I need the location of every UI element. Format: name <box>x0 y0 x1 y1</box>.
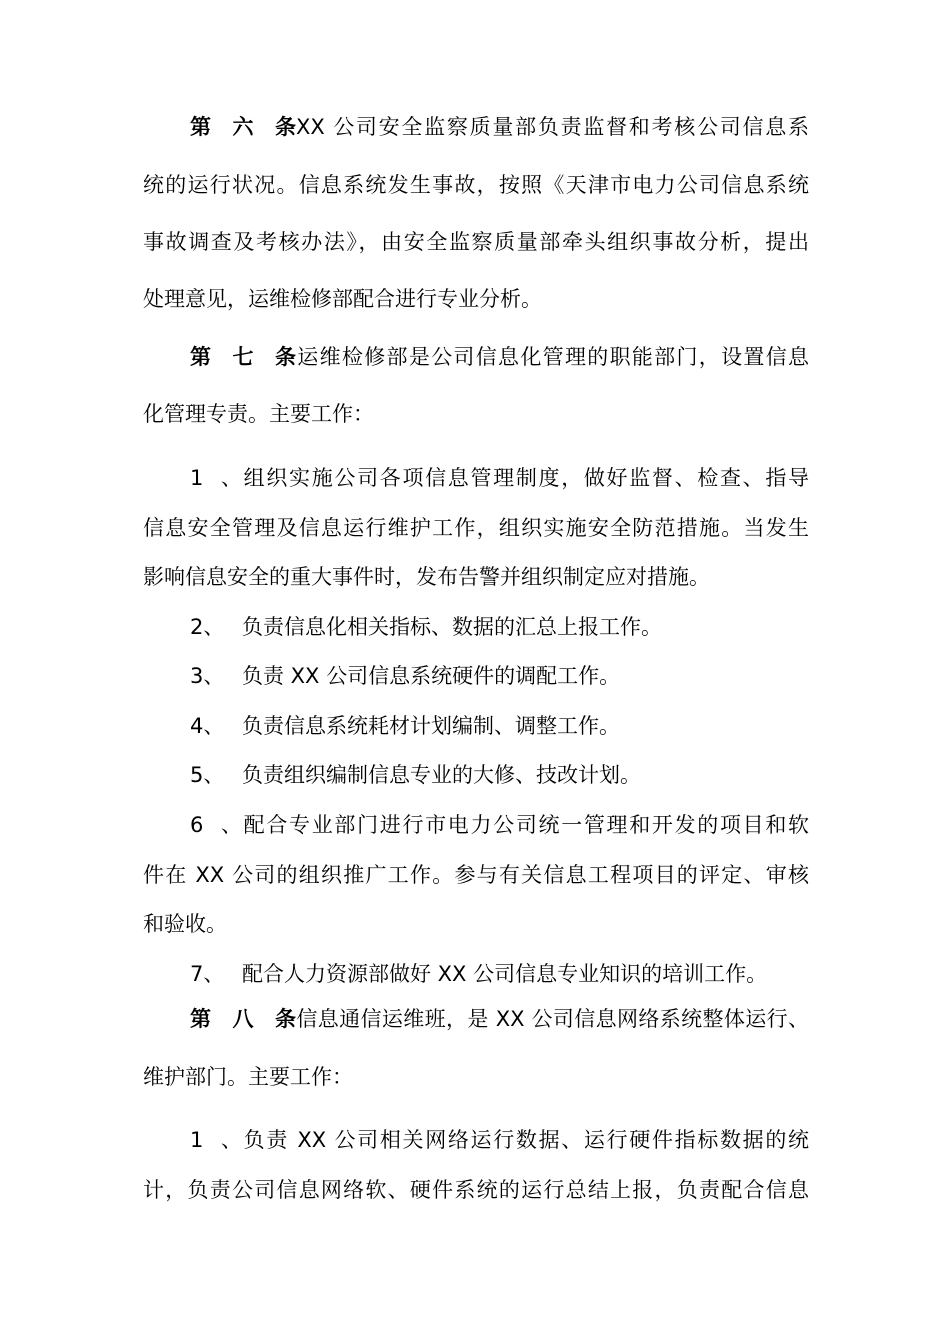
paragraph-text: XX 公司安全监察质量部负责监督和考核公司信息系 <box>296 115 809 139</box>
article-label: 第八条 <box>190 1007 296 1031</box>
item-number: 2、 <box>190 615 225 639</box>
list-item <box>190 612 809 642</box>
paragraph-line: 影响信息安全的重大事件时，发布告警并组织制定应对措施。 <box>143 565 710 589</box>
item-text: 配合专业部门进行市电力公司统一管理和开发的项目和软 <box>242 813 809 837</box>
paragraph-line: 和验收。 <box>143 912 227 936</box>
item-number: 5、 <box>190 763 225 787</box>
item-text: 负责 XX 公司相关网络运行数据、运行硬件指标数据的统 <box>242 1128 809 1152</box>
paragraph-line: 计，负责公司信息网络软、硬件系统的运行总结上报，负责配合信息 <box>143 1178 809 1202</box>
paragraph-text: 信息通信运维班，是 XX 公司信息网络系统整体运行、 <box>296 1007 809 1031</box>
list-item <box>190 1125 809 1155</box>
paragraph-line: 事故调查及考核办法》，由安全监察质量部牵头组织事故分析，提出 <box>143 230 809 254</box>
paragraph-text: 运维检修部是公司信息化管理的职能部门，设置信息 <box>296 345 809 369</box>
item-number: 7、 <box>190 962 225 986</box>
list-item <box>190 711 809 741</box>
item-number: 1、 <box>190 466 242 490</box>
paragraph-line: 件在 XX 公司的组织推广工作。参与有关信息工程项目的评定、审核 <box>143 863 809 887</box>
item-number: 4、 <box>190 714 225 738</box>
item-number: 1、 <box>190 1128 242 1152</box>
item-text: 负责 XX 公司信息系统硬件的调配工作。 <box>242 664 621 688</box>
item-text: 负责组织编制信息专业的大修、技改计划。 <box>242 763 641 787</box>
item-text: 组织实施公司各项信息管理制度，做好监督、检查、指导 <box>242 466 809 490</box>
article-label: 第七条 <box>190 345 296 369</box>
paragraph-line: 信息安全管理及信息运行维护工作，组织实施安全防范措施。当发生 <box>143 516 809 540</box>
item-number: 3、 <box>190 664 225 688</box>
list-item <box>190 810 809 840</box>
item-number: 6、 <box>190 813 242 837</box>
article7-first-line <box>190 342 809 372</box>
paragraph-line: 统的运行状况。信息系统发生事故，按照《天津市电力公司信息系统 <box>143 173 809 197</box>
paragraph-line: 维护部门。主要工作： <box>143 1065 353 1089</box>
list-item <box>190 661 809 691</box>
item-text: 负责信息化相关指标、数据的汇总上报工作。 <box>242 615 662 639</box>
list-item <box>190 959 809 989</box>
paragraph-line: 处理意见，运维检修部配合进行专业分析。 <box>143 287 542 311</box>
article6-first-line <box>190 112 809 142</box>
article8-first-line <box>190 1004 809 1034</box>
paragraph-line: 化管理专责。主要工作： <box>143 402 374 426</box>
list-item <box>190 760 809 790</box>
item-text: 配合人力资源部做好 XX 公司信息专业知识的培训工作。 <box>242 962 768 986</box>
list-item <box>190 463 809 493</box>
item-text: 负责信息系统耗材计划编制、调整工作。 <box>242 714 620 738</box>
article-label: 第六条 <box>190 115 296 139</box>
